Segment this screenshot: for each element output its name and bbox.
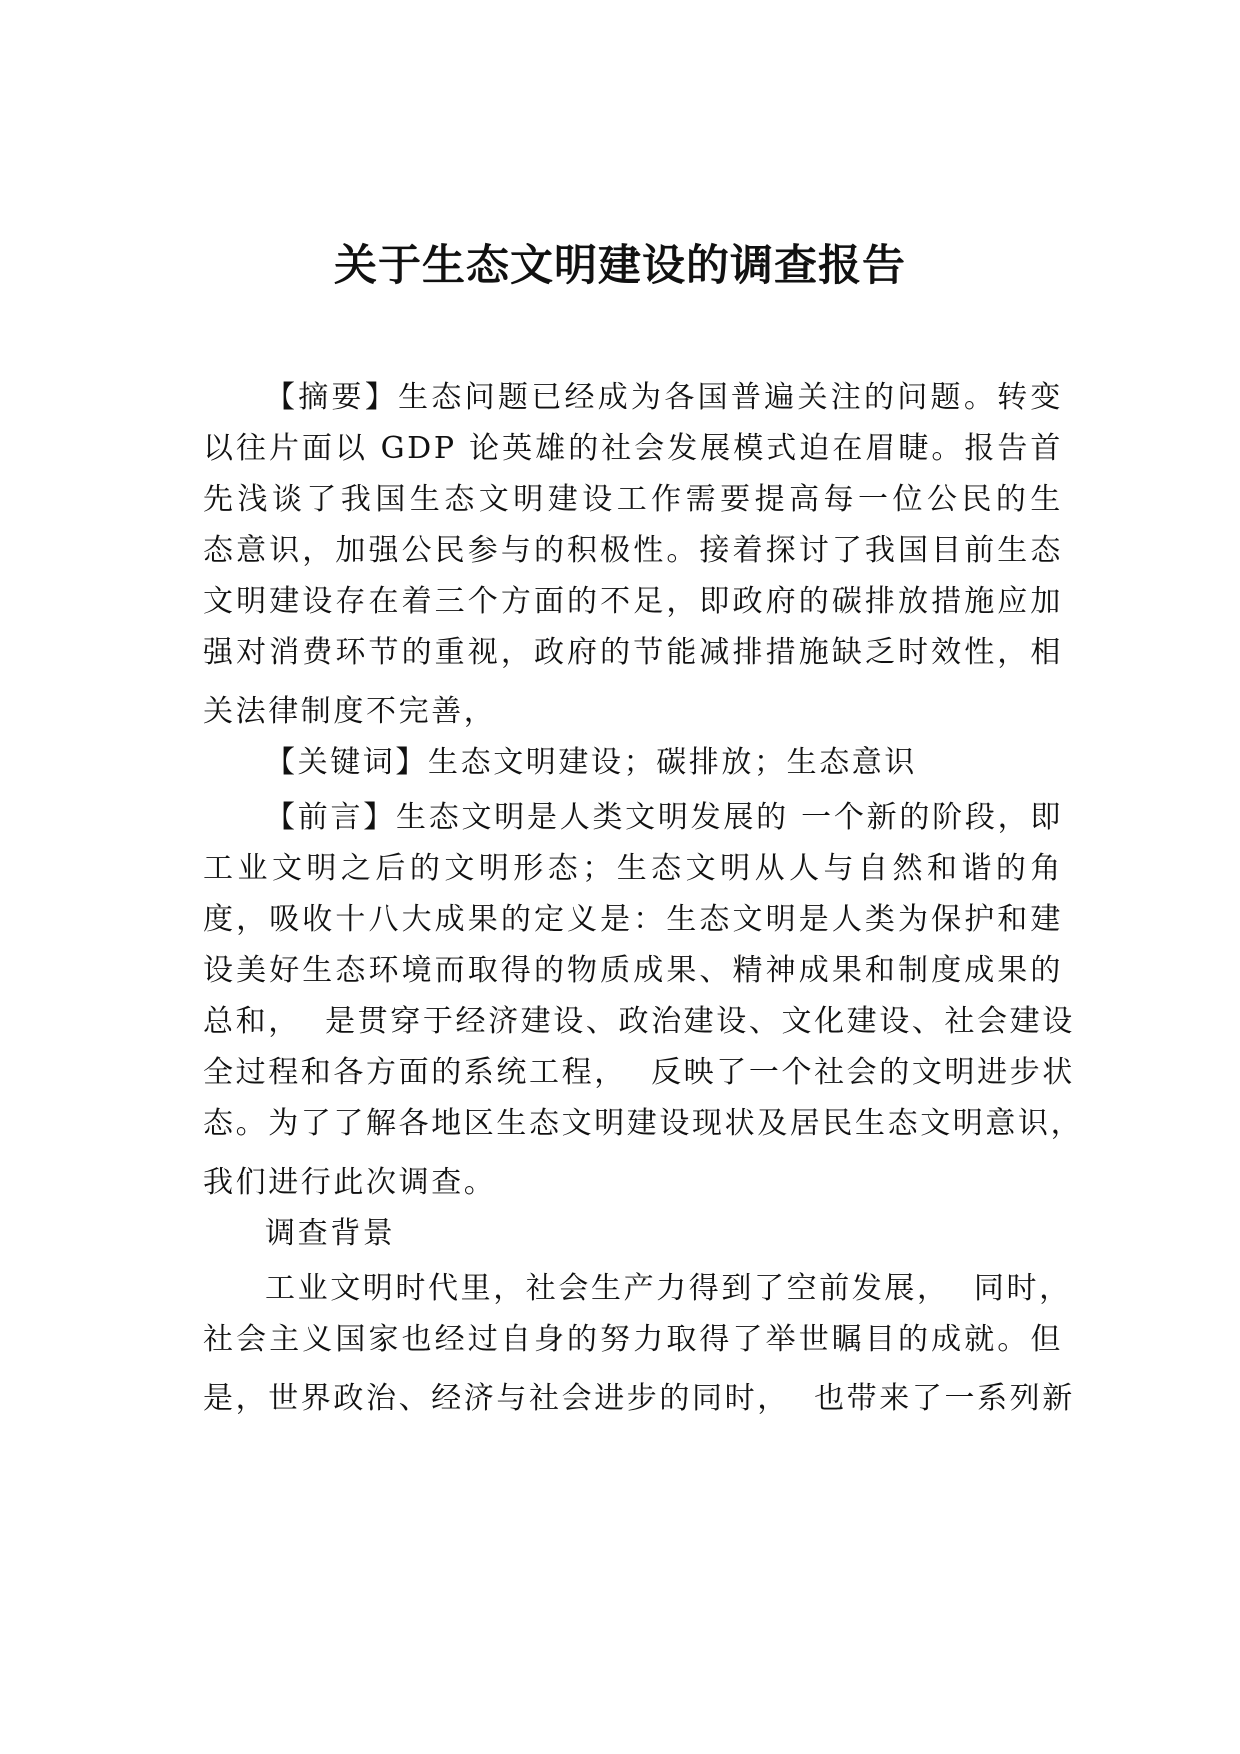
section-heading-text: 调查背景	[265, 1216, 396, 1251]
preface-line: 全过程和各方面的系统工程， 反映了一个社会的文明进步状	[203, 1055, 1075, 1090]
abstract-line: 【摘要】生态问题已经成为各国普遍关注的问题。转变	[265, 380, 1063, 415]
preface-line: 【前言】生态文明是人类文明发展的 一个新的阶段，即	[265, 800, 1063, 835]
preface-line: 设美好生态环境而取得的物质成果、精神成果和制度成果的	[203, 953, 1063, 988]
abstract-line: 先浅谈了我国生态文明建设工作需要提高每一位公民的生	[203, 482, 1063, 517]
preface-line: 工业文明之后的文明形态；生态文明从人与自然和谐的角	[203, 851, 1063, 886]
background-paragraph	[203, 1263, 1075, 1424]
document-title: 关于生态文明建设的调查报告	[334, 241, 906, 291]
background-line: 工业文明时代里，社会生产力得到了空前发展， 同时，	[265, 1271, 1072, 1306]
abstract-line: 态意识，加强公民参与的积极性。接着探讨了我国目前生态	[203, 533, 1063, 568]
keywords-paragraph	[203, 737, 1063, 788]
abstract-line: 强对消费环节的重视，政府的节能减排措施缺乏时效性，相	[203, 635, 1063, 670]
abstract-paragraph	[203, 372, 1063, 737]
preface-line: 度，吸收十八大成果的定义是：生态文明是人类为保护和建	[203, 902, 1063, 937]
background-line: 社会主义国家也经过自身的努力取得了举世瞩目的成就。但	[203, 1322, 1063, 1357]
preface-line: 态。为了了解各地区生态文明建设现状及居民生态文明意识，	[203, 1106, 1084, 1141]
abstract-line: 文明建设存在着三个方面的不足，即政府的碳排放措施应加	[203, 584, 1063, 619]
keywords-line: 【关键词】生态文明建设；碳排放；生态意识	[265, 745, 917, 780]
abstract-line: 以往片面以 GDP 论英雄的社会发展模式迫在眉睫。报告首	[203, 431, 1063, 466]
preface-line: 总和， 是贯穿于经济建设、政治建设、文化建设、社会建设	[203, 1004, 1075, 1039]
document-body	[203, 372, 1084, 1424]
preface-line: 我们进行此次调查。	[203, 1165, 497, 1200]
preface-paragraph	[203, 792, 1084, 1208]
abstract-line: 关法律制度不完善，	[203, 694, 497, 729]
background-line: 是，世界政治、经济与社会进步的同时， 也带来了一系列新	[203, 1381, 1075, 1416]
section-heading	[203, 1208, 1063, 1259]
